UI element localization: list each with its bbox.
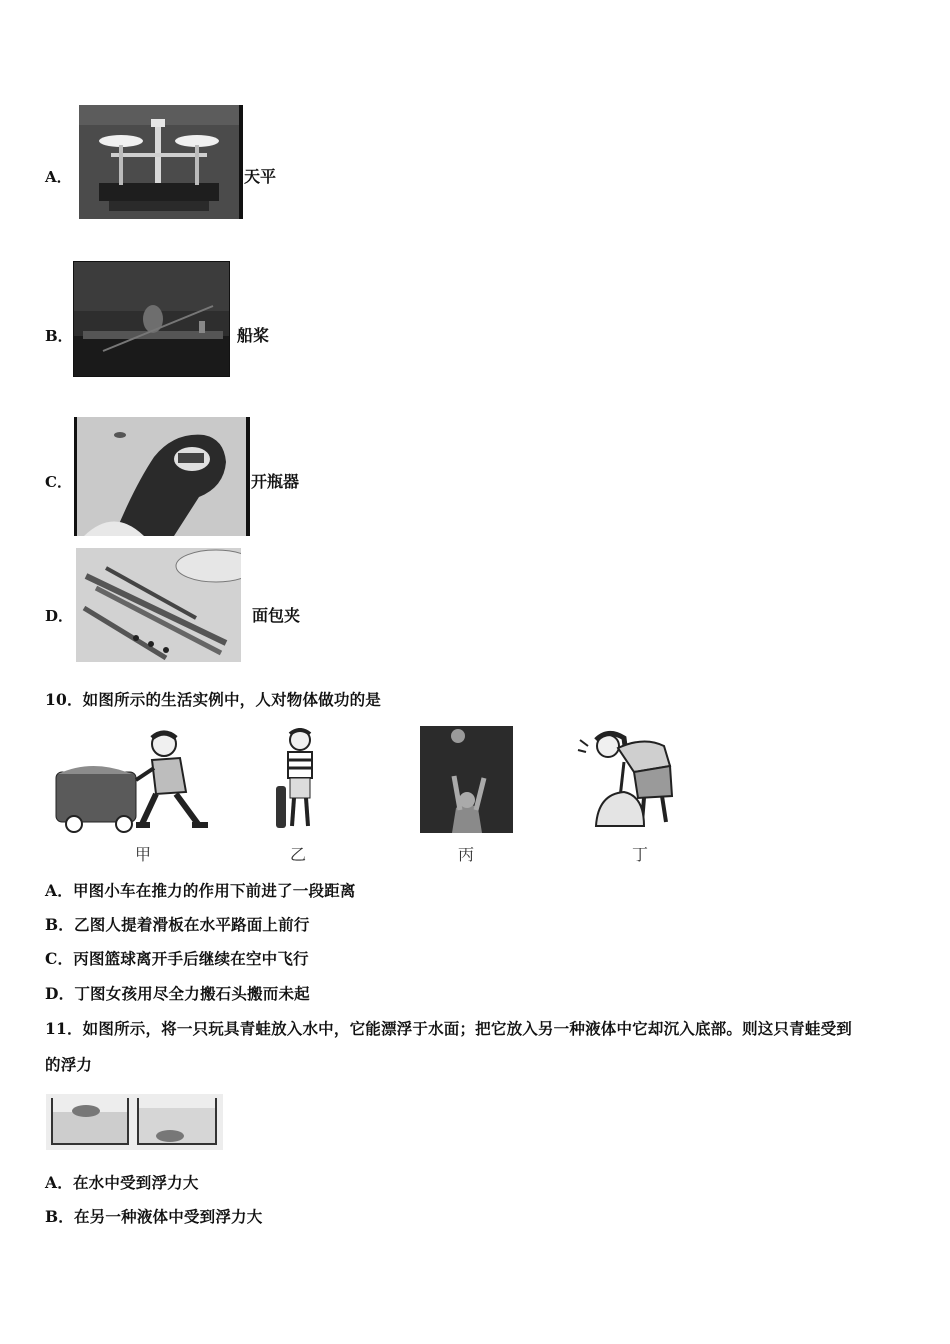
q10-option-a-letter: A． (45, 881, 73, 900)
q10-option-d-text: 丁图女孩用尽全力搬石头搬而未起 (74, 984, 310, 1003)
caption-yi: 乙 (290, 845, 307, 864)
q11-option-b-text: 在另一种液体中受到浮力大 (74, 1207, 263, 1226)
option-c-letter: C． (45, 473, 72, 491)
option-b-letter: B． (45, 327, 73, 345)
q11-option-b (45, 1205, 262, 1227)
option-d-letter: D． (45, 607, 74, 625)
bread-tongs-label: 面包夹 (252, 606, 301, 625)
q10-option-a (45, 879, 356, 901)
figure-jia (52, 728, 210, 834)
q10-option-b-text: 乙图人提着滑板在水平路面上前行 (74, 915, 310, 934)
q11-option-a-letter: A． (45, 1173, 73, 1192)
bottle-opener-photo (74, 417, 250, 536)
figure-ding (574, 726, 679, 830)
q11-option-b-letter: B． (45, 1207, 75, 1226)
balance-photo (79, 105, 243, 219)
q11-option-a (45, 1171, 199, 1193)
q10-option-a-text: 甲图小车在推力的作用下前进了一段距离 (72, 881, 356, 900)
q10-option-b (45, 913, 310, 935)
q10-option-d (45, 982, 310, 1004)
caption-bing: 丙 (458, 845, 475, 864)
option-a-letter: A． (45, 168, 72, 186)
bottle-opener-label: 开瓶器 (251, 472, 300, 491)
q10-stem: 10．如图所示的生活实例中，人对物体做功的是 (45, 690, 381, 709)
figure-yi (272, 728, 326, 836)
bread-tongs-photo (76, 548, 241, 662)
q10-option-c (45, 947, 309, 969)
q10-option-b-letter: B． (45, 915, 75, 934)
q11-option-a-text: 在水中受到浮力大 (72, 1173, 199, 1192)
q10-option-c-text: 丙图篮球离开手后继续在空中飞行 (73, 949, 309, 968)
q11-stem-line1: 11．如图所示，将一只玩具青蛙放入水中，它能漂浮于水面；把它放入另一种液体中它却沉入底部。则这只青蛙受到 (45, 1019, 852, 1038)
balance-label: 天平 (244, 167, 277, 186)
figure-bing (420, 726, 513, 833)
q10-option-d-letter: D． (45, 984, 75, 1003)
frog-beakers-figure (46, 1094, 223, 1150)
q10-option-c-letter: C． (45, 949, 74, 968)
oar-label: 船桨 (237, 326, 270, 345)
oar-photo (73, 261, 230, 377)
caption-jia: 甲 (135, 845, 152, 864)
q11-stem-line2: 的浮力 (45, 1055, 93, 1074)
caption-ding: 丁 (632, 845, 649, 864)
